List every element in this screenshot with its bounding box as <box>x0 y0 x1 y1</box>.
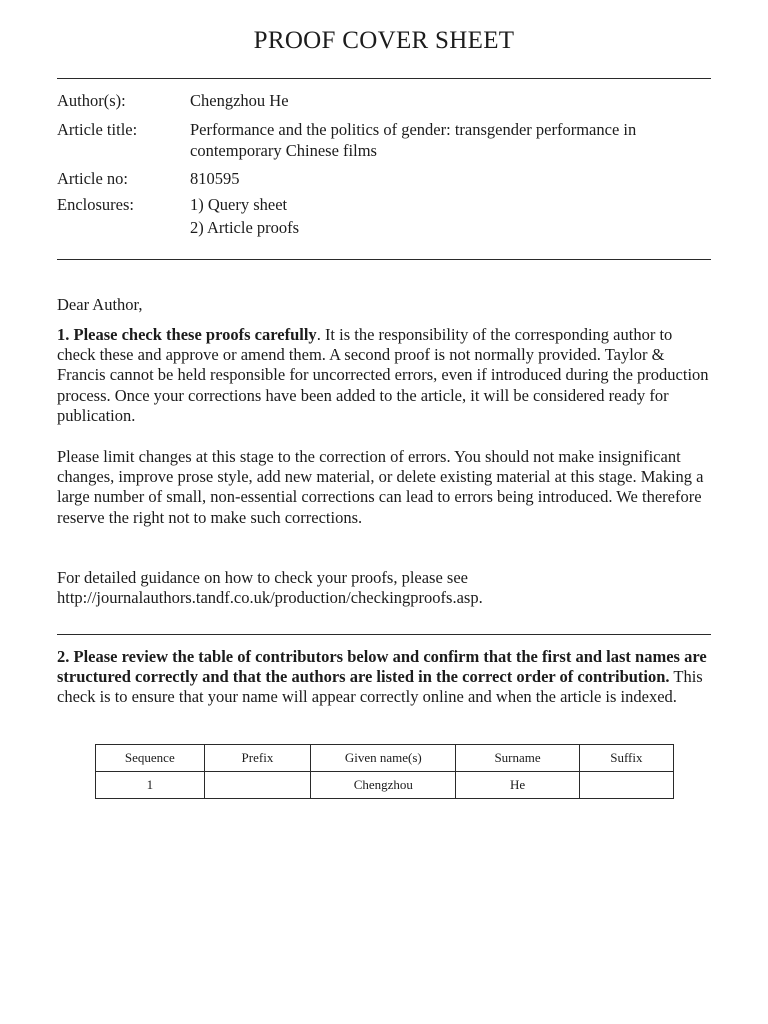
enclosure-item: 1) Query sheet <box>190 195 288 214</box>
header-surname: Surname <box>456 745 579 772</box>
header-sequence: Sequence <box>96 745 205 772</box>
article-title-row <box>57 119 711 161</box>
cell-sequence: 1 <box>96 772 205 799</box>
limit-changes-paragraph <box>57 447 711 528</box>
guidance-text: For detailed guidance on how to check your proofs, please see <box>57 568 468 587</box>
enclosure-item: 2) Article proofs <box>190 218 300 237</box>
article-number-label: Article no: <box>57 169 129 188</box>
cell-surname: He <box>456 772 579 799</box>
divider <box>57 634 711 635</box>
cell-given-names: Chengzhou <box>311 772 456 799</box>
authors-row <box>57 90 711 111</box>
authors-value: Chengzhou He <box>190 91 289 110</box>
divider <box>57 259 711 260</box>
section-1-text: . It is the responsibility of the corresponding author to check these and approve or amend them. A second proof is not normally provided. Taylor & Francis cannot be held responsible for uncorrected errors, even if introduced during the production process. Once your corrections have been added to the article, it will be considered ready for publication. <box>57 325 709 425</box>
section-2-paragraph <box>57 647 711 708</box>
section-1-heading: 1. Please check these proofs carefully <box>57 325 317 344</box>
guidance-paragraph <box>57 568 711 608</box>
section-2-heading: 2. Please review the table of contributors below and confirm that the first and last names are structured correctly and that the authors are listed in the correct order of contribution. <box>57 647 707 687</box>
article-metadata <box>57 90 711 240</box>
divider <box>57 78 711 79</box>
article-number-row <box>57 168 711 189</box>
limit-changes-text: Please limit changes at this stage to the correction of errors. You should not make insignificant changes, improve prose style, add new material, or delete existing material at this stage. Making a large number of small, non-essential corrections can lead to errors being introduced. We therefore reserve the right not to make such corrections. <box>57 447 704 527</box>
contributors-table <box>95 744 674 799</box>
section-2-text: This check is to ensure that your name will appear correctly online and when the article is indexed. <box>57 667 703 707</box>
section-1-paragraph <box>57 325 711 426</box>
table-row <box>96 772 674 799</box>
guidance-link[interactable]: http://journalauthors.tandf.co.uk/production/checkingproofs.asp. <box>57 588 483 608</box>
page-title: PROOF COVER SHEET <box>253 27 515 54</box>
cell-prefix <box>204 772 311 799</box>
article-number-value: 810595 <box>190 169 240 188</box>
header-prefix: Prefix <box>204 745 311 772</box>
table-header-row <box>96 745 674 772</box>
article-title-label: Article title: <box>57 120 138 139</box>
header-suffix: Suffix <box>579 745 673 772</box>
enclosures-row <box>57 194 711 240</box>
greeting: Dear Author, <box>57 295 143 314</box>
article-title-value: Performance and the politics of gender: transgender performance in contemporary Chinese films <box>190 120 637 160</box>
header-given-names: Given name(s) <box>311 745 456 772</box>
authors-label: Author(s): <box>57 91 126 110</box>
enclosures-list <box>190 194 711 240</box>
enclosures-label: Enclosures: <box>57 195 134 214</box>
cell-suffix <box>579 772 673 799</box>
